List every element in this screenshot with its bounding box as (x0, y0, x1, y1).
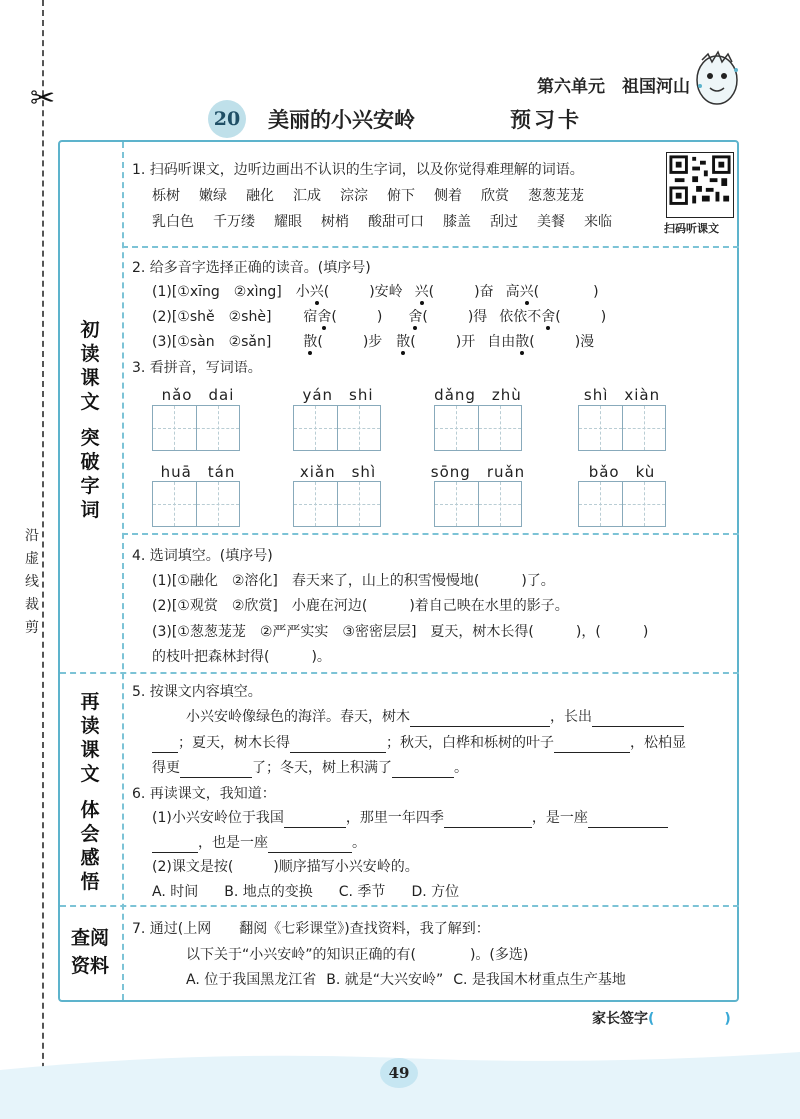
writing-grid[interactable] (434, 405, 522, 451)
option-a[interactable]: A. 位于我国黑龙江省 (186, 972, 317, 988)
pinyin-label: shì xiàn (583, 386, 661, 404)
answer-blank[interactable] (444, 811, 532, 828)
pinyin-label: nǎo dai (161, 386, 235, 404)
row-divider (122, 533, 739, 535)
pinyin-label: dǎng zhù (434, 386, 522, 404)
cut-line (42, 0, 44, 1119)
section-label-research: 查 阅 资 料 (70, 927, 110, 977)
q4-line-2: (2)[①观赏 ②欣赏] 小鹿在河边( )着自己映在水里的影子。 (152, 598, 569, 614)
vocab-word: 淙淙 (340, 188, 368, 204)
pinyin-label: bǎo kù (588, 463, 656, 481)
section-divider (60, 905, 739, 907)
q3-prompt: 3. 看拼音，写词语。 (132, 360, 262, 376)
answer-blank[interactable] (152, 836, 198, 853)
qr-code-icon[interactable] (666, 152, 734, 218)
q1-prompt: 1. 扫码听课文，边听边画出不认识的生字词，以及你觉得难理解的词语。 (132, 162, 584, 178)
writing-grid[interactable] (293, 405, 381, 451)
parent-signature[interactable]: 家长签字( ) (592, 1011, 731, 1027)
vocab-word: 膝盖 (443, 214, 471, 230)
answer-blank[interactable] (180, 761, 252, 778)
q5-line-1: 小兴安岭像绿色的海洋。春天，树木 ，长出 (186, 707, 684, 727)
column-divider (122, 142, 124, 1000)
vocab-word: 酸甜可口 (368, 214, 424, 230)
answer-blank[interactable] (290, 736, 386, 753)
scissors-icon: ✂ (30, 81, 56, 116)
pinyin-label: yán shi (302, 386, 374, 404)
pinyin-label: huā tán (160, 463, 236, 481)
q1-word-row-2 (152, 212, 631, 232)
writing-grid[interactable] (152, 405, 240, 451)
cut-instruction: 沿 虚 线 裁 剪 (22, 525, 42, 640)
unit-title: 第六单元 祖国河山 (537, 77, 690, 97)
q1-word-row-1 (152, 186, 603, 206)
lesson-title: 美丽的小兴安岭 (268, 107, 415, 132)
vocab-word: 耀眼 (274, 214, 302, 230)
q4-line-1: (1)[①融化 ②溶化] 春天来了，山上的积雪慢慢地( )了。 (152, 573, 555, 589)
vocab-word: 欣赏 (481, 188, 509, 204)
q6-line-1: (1)小兴安岭位于我国 ，那里一年四季 ，是一座 (152, 808, 668, 828)
section-label-initial-reading: 初 读 课 文 突 破 字 词 (80, 319, 100, 521)
option-a[interactable]: A. 时间 (152, 884, 199, 900)
vocab-word: 汇成 (293, 188, 321, 204)
card-title: 预习卡 (510, 108, 582, 132)
q6-line-3: (2)课文是按( )顺序描写小兴安岭的。 (152, 859, 419, 875)
option-d[interactable]: D. 方位 (411, 884, 460, 900)
answer-blank[interactable] (588, 811, 668, 828)
vocab-word: 树梢 (321, 214, 349, 230)
answer-blank[interactable] (268, 836, 352, 853)
q7-line-1: 以下关于“小兴安岭”的知识正确的有( )。(多选) (186, 947, 529, 963)
vocab-word: 融化 (246, 188, 274, 204)
option-c[interactable]: C. 是我国木材重点生产基地 (453, 972, 626, 988)
q2-prompt: 2. 给多音字选择正确的读音。(填序号) (132, 260, 371, 276)
vocab-word: 俯下 (387, 188, 415, 204)
q6-line-2: ，也是一座 。 (152, 833, 366, 853)
vocab-word: 千万缕 (213, 214, 255, 230)
writing-grid[interactable] (152, 481, 240, 527)
row-divider (122, 246, 739, 248)
q5-line-3: 得更 了；冬天，树上积满了 。 (152, 760, 468, 776)
section-divider (60, 672, 739, 674)
vocab-word: 嫩绿 (199, 188, 227, 204)
writing-grid[interactable] (578, 481, 666, 527)
q4-line-4: 的枝叶把森林封得( )。 (152, 649, 331, 665)
vocab-word: 乳白色 (152, 214, 194, 230)
answer-blank[interactable] (592, 710, 684, 727)
vocab-word: 刮过 (490, 214, 518, 230)
vocab-word: 侧着 (434, 188, 462, 204)
pinyin-label: xiǎn shì (299, 463, 377, 481)
q4-line-3: (3)[①葱葱茏茏 ②严严实实 ③密密层层] 夏天，树木长得( )，( ) (152, 624, 649, 640)
answer-blank[interactable] (284, 811, 346, 828)
q2-row-1: (1)[①xīng ②xìng] 小兴( )安岭 兴( )奋 高兴( ) (152, 284, 599, 300)
q7-options (186, 970, 626, 990)
writing-grid[interactable] (434, 481, 522, 527)
answer-blank[interactable] (152, 736, 178, 753)
vocab-word: 葱葱茏茏 (528, 188, 584, 204)
vocab-word: 栎树 (152, 188, 180, 204)
q2-row-3: (3)[①sàn ②sǎn] 散( )步 散( )开 自由散( )漫 (152, 334, 595, 350)
q5-line-2: ；夏天，树木长得 ；秋天，白桦和栎树的叶子 ，松柏显 (152, 733, 686, 753)
writing-grid[interactable] (293, 481, 381, 527)
pinyin-label: sōng ruǎn (430, 463, 526, 481)
option-c[interactable]: C. 季节 (338, 884, 386, 900)
answer-blank[interactable] (392, 761, 454, 778)
mascot-icon (692, 50, 742, 108)
vocab-word: 来临 (584, 214, 612, 230)
q2-row-2: (2)[①shě ②shè] 宿舍( ) 舍( )得 依依不舍( ) (152, 309, 607, 325)
q4-prompt: 4. 选词填空。(填序号) (132, 548, 273, 564)
option-b[interactable]: B. 就是“大兴安岭” (326, 972, 444, 988)
writing-grid[interactable] (578, 405, 666, 451)
q6-options (152, 882, 459, 902)
lesson-number: 20 (208, 100, 246, 138)
answer-blank[interactable] (410, 710, 550, 727)
q5-prompt: 5. 按课文内容填空。 (132, 684, 262, 700)
qr-caption: 扫码听课文 (664, 222, 719, 235)
option-b[interactable]: B. 地点的变换 (224, 884, 313, 900)
q7-prompt: 7. 通过(上网 翻阅《七彩课堂》)查找资料，我了解到： (132, 921, 490, 937)
page-number: 49 (380, 1058, 418, 1088)
section-label-reread: 再 读 课 文 体 会 感 悟 (80, 691, 100, 893)
vocab-word: 美餐 (537, 214, 565, 230)
answer-blank[interactable] (554, 736, 630, 753)
q6-prompt: 6. 再读课文，我知道： (132, 786, 276, 802)
